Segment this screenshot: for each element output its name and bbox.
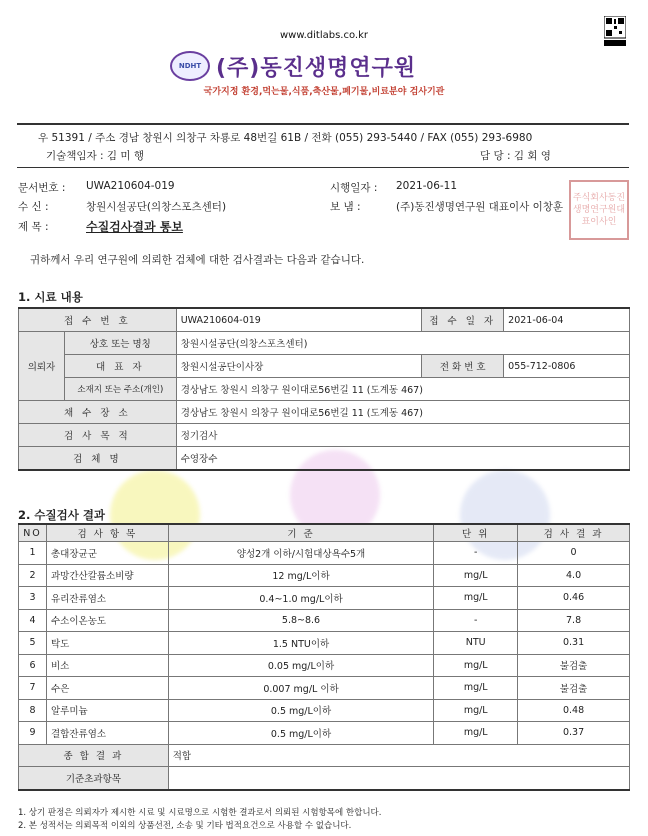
row-unit: mg/L [434, 654, 518, 677]
row-result: 불검출 [518, 654, 630, 677]
row-unit: - [434, 542, 518, 565]
purpose: 정기검사 [176, 424, 629, 447]
website-url: www.ditlabs.co.kr [279, 30, 368, 41]
table-row [19, 722, 630, 745]
row-item: 과망간산칼륨소비량 [46, 564, 168, 587]
company: 창원시설공단(의창스포츠센터) [176, 332, 629, 355]
row-no: 1 [19, 542, 47, 565]
row-result: 4.0 [518, 564, 630, 587]
row-no: 4 [19, 609, 47, 632]
row-unit: mg/L [434, 722, 518, 745]
exceed-items [168, 767, 629, 790]
row-item: 유리잔류염소 [46, 587, 168, 610]
table-row [19, 587, 630, 610]
address-line: 우 51391 / 주소 경남 창원시 의창구 차룡로 48번길 61B / 전화 (055) 293-5440 / FAX (055) 293-6980 [38, 132, 533, 144]
row-standard: 0.5 mg/L이하 [168, 722, 434, 745]
section2-title: 2. 수질검사 결과 [18, 508, 106, 522]
sampling: 경상남도 창원시 의창구 원이대로56번길 11 (도계동 467) [176, 401, 629, 424]
table-row [19, 632, 630, 655]
row-unit: mg/L [434, 587, 518, 610]
row-standard: 12 mg/L이하 [168, 564, 434, 587]
phone: 055-712-0806 [504, 355, 630, 378]
row-standard: 0.4~1.0 mg/L이하 [168, 587, 434, 610]
rep: 창원시설공단이사장 [176, 355, 422, 378]
row-no: 7 [19, 677, 47, 700]
row-standard: 0.5 mg/L이하 [168, 699, 434, 722]
footnote-2: 2. 본 성적서는 의뢰목적 이외의 상품선전, 소송 및 기타 법적요건으로 사용할 수 없습니다. [18, 821, 352, 831]
subject: 수질검사결과 통보 [86, 220, 183, 234]
purpose-label: 검 사 목 적 [19, 424, 177, 447]
row-item: 탁도 [46, 632, 168, 655]
recipient: 창원시설공단(의창스포츠센터) [86, 201, 227, 213]
row-result: 0.48 [518, 699, 630, 722]
row-item: 비소 [46, 654, 168, 677]
receipt-date-label: 접 수 일 자 [422, 308, 504, 332]
row-no: 2 [19, 564, 47, 587]
overall-label: 종 합 결 과 [19, 744, 169, 767]
row-item: 수소이온농도 [46, 609, 168, 632]
tagline: 국가지정 환경,먹는물,식품,축산물,폐기물,비료분야 검사기관 [203, 87, 445, 97]
section1-title: 1. 시료 내용 [18, 290, 83, 304]
row-no: 6 [19, 654, 47, 677]
row-no: 9 [19, 722, 47, 745]
table-row [19, 609, 630, 632]
qr-code-icon [604, 16, 626, 46]
handler: 담 당 : 김 회 영 [480, 150, 551, 162]
results-table [18, 523, 630, 791]
subject-label: 제 목 : [18, 221, 49, 233]
receipt-no-label: 접 수 번 호 [19, 308, 177, 332]
company-label: 상호 또는 명칭 [64, 332, 176, 355]
table-row [19, 654, 630, 677]
col-header-unit: 단 위 [434, 524, 518, 542]
sender: (주)동진생명연구원 대표이사 이창훈 [396, 201, 564, 213]
footnote-1: 1. 상기 판정은 의뢰자가 제시한 시료 및 시료명으로 시험한 결과로서 의뢰된 시험항목에 한합니다. [18, 808, 382, 818]
row-result: 불검출 [518, 677, 630, 700]
row-unit: NTU [434, 632, 518, 655]
row-standard: 5.8~8.6 [168, 609, 434, 632]
row-item: 결합잔류염소 [46, 722, 168, 745]
date-label: 시행일자 : [330, 182, 378, 194]
official-seal: 주식회사동진생명연구원대표이사인 [569, 180, 629, 240]
table-row [19, 699, 630, 722]
row-result: 0.37 [518, 722, 630, 745]
org-name: (주)동진생명연구원 [216, 55, 417, 81]
intro-text: 귀하께서 우리 연구원에 의뢰한 검체에 대한 검사결과는 다음과 같습니다. [30, 254, 365, 266]
date: 2021-06-11 [396, 180, 458, 192]
row-unit: - [434, 609, 518, 632]
row-no: 5 [19, 632, 47, 655]
col-header-item: 검 사 항 목 [46, 524, 168, 542]
sampling-label: 채 수 장 소 [19, 401, 177, 424]
col-header-result: 검 사 결 과 [518, 524, 630, 542]
sample-label: 검 체 명 [19, 447, 177, 471]
table-row [19, 677, 630, 700]
row-no: 8 [19, 699, 47, 722]
row-unit: mg/L [434, 677, 518, 700]
recipient-label: 수 신 : [18, 201, 49, 213]
row-standard: 양성2개 이하/시험대상욕수5개 [168, 542, 434, 565]
row-no: 3 [19, 587, 47, 610]
col-header-standard: 기 준 [168, 524, 434, 542]
exceed-label: 기준초과항목 [19, 767, 169, 790]
overall-result: 적합 [168, 744, 629, 767]
sample: 수영장수 [176, 447, 629, 471]
company-logo-icon: NDHT [170, 51, 210, 81]
tech-manager: 기술책임자 : 김 미 행 [46, 150, 145, 162]
table-row [19, 542, 630, 565]
rep-label: 대 표 자 [64, 355, 176, 378]
col-header-no: NO [19, 524, 47, 542]
row-item: 알루미늄 [46, 699, 168, 722]
sample-info-table [18, 307, 630, 471]
addr-label: 소재지 또는 주소(개인) [64, 378, 176, 401]
row-standard: 1.5 NTU이하 [168, 632, 434, 655]
client-label: 의뢰자 [19, 332, 65, 401]
row-unit: mg/L [434, 564, 518, 587]
row-result: 0 [518, 542, 630, 565]
logo-block [170, 46, 416, 86]
row-result: 0.46 [518, 587, 630, 610]
row-result: 7.8 [518, 609, 630, 632]
row-standard: 0.05 mg/L이하 [168, 654, 434, 677]
row-unit: mg/L [434, 699, 518, 722]
receipt-no: UWA210604-019 [176, 308, 422, 332]
row-result: 0.31 [518, 632, 630, 655]
addr: 경상남도 창원시 의창구 원이대로56번길 11 (도계동 467) [176, 378, 629, 401]
row-item: 총대장균군 [46, 542, 168, 565]
doc-no-label: 문서번호 : [18, 182, 66, 194]
row-item: 수은 [46, 677, 168, 700]
row-standard: 0.007 mg/L 이하 [168, 677, 434, 700]
table-row [19, 564, 630, 587]
sender-label: 보 냄 : [330, 201, 361, 213]
doc-no: UWA210604-019 [86, 180, 175, 192]
phone-label: 전 화 번 호 [422, 355, 504, 378]
receipt-date: 2021-06-04 [504, 308, 630, 332]
